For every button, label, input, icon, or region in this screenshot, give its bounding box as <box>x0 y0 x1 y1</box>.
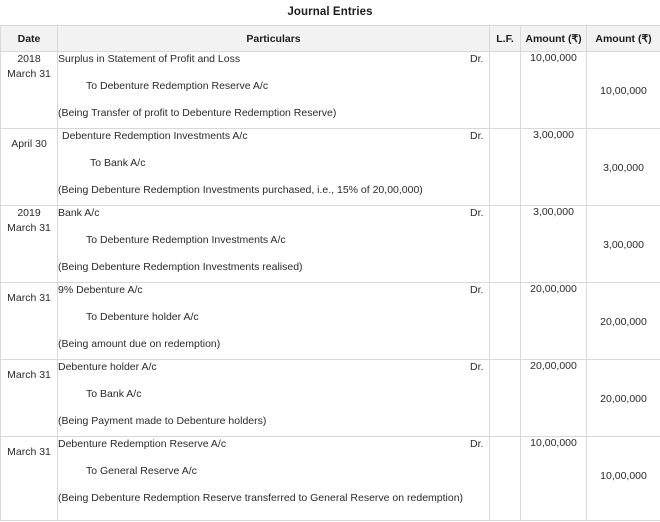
debit-marker: Dr. <box>470 207 484 219</box>
entry-debit-line <box>58 283 489 297</box>
entry-debit-line <box>58 52 489 66</box>
credit-account-name: To Bank A/c <box>90 157 146 169</box>
table-row <box>1 283 660 360</box>
entry-credit-amount-cell: 20,00,000 <box>587 360 660 437</box>
entry-credit-amount-cell: 10,00,000 <box>587 52 660 129</box>
entry-debit-line <box>58 360 489 374</box>
entry-date-year: March 31 <box>7 446 51 458</box>
entry-credit-amount-cell: 20,00,000 <box>587 283 660 360</box>
entry-narration-line <box>58 260 489 274</box>
table-row <box>1 206 660 283</box>
table-row <box>1 129 660 206</box>
entry-particulars-cell <box>58 206 490 283</box>
entry-date-cell <box>1 206 58 283</box>
debit-marker: Dr. <box>470 361 484 373</box>
credit-account-name: To Bank A/c <box>86 388 142 400</box>
entry-debit-amount-cell: 10,00,000 <box>521 437 587 521</box>
entry-date-year: 2019 <box>17 207 41 219</box>
entry-debit-amount-cell: 20,00,000 <box>521 360 587 437</box>
narration-text: (Being Transfer of profit to Debenture Redemption Reserve) <box>58 107 337 119</box>
table-row <box>1 52 660 129</box>
entry-debit-amount-cell: 3,00,000 <box>521 206 587 283</box>
column-header-lf: L.F. <box>490 26 521 52</box>
column-header-particulars: Particulars <box>58 26 490 52</box>
debit-account-name: Debenture Redemption Reserve A/c <box>58 438 227 450</box>
debit-account-name: Bank A/c <box>58 207 100 219</box>
debit-marker: Dr. <box>470 284 484 296</box>
column-header-date: Date <box>1 26 58 52</box>
credit-account-name: To Debenture Redemption Reserve A/c <box>86 80 269 92</box>
debit-marker: Dr. <box>470 130 484 142</box>
entry-date-year: March 31 <box>7 369 51 381</box>
entry-date-cell <box>1 360 58 437</box>
entry-credit-line <box>58 79 489 93</box>
entry-particulars-cell <box>58 360 490 437</box>
entry-credit-line <box>58 464 489 478</box>
entry-date-cell <box>1 52 58 129</box>
entry-credit-line <box>58 387 489 401</box>
entry-debit-amount-cell: 10,00,000 <box>521 52 587 129</box>
credit-account-name: To Debenture holder A/c <box>86 311 199 323</box>
entry-credit-amount-cell: 3,00,000 <box>587 206 660 283</box>
entry-date-cell <box>1 129 58 206</box>
entry-narration-line <box>58 337 489 351</box>
entry-debit-amount-cell: 20,00,000 <box>521 283 587 360</box>
entry-lf-cell <box>490 52 521 129</box>
entry-credit-amount-cell: 3,00,000 <box>587 129 660 206</box>
table-body <box>1 52 660 521</box>
entry-credit-line <box>58 233 489 247</box>
debit-account-name: Debenture holder A/c <box>58 361 157 373</box>
narration-text: (Being Debenture Redemption Investments purchased, i.e., 15% of 20,00,000) <box>58 184 423 196</box>
entry-date-year: 2018 <box>17 53 41 65</box>
journal-entries-table <box>0 25 660 521</box>
entry-date-day: March 31 <box>7 222 51 234</box>
table-row <box>1 360 660 437</box>
table-header-row <box>1 26 660 52</box>
entry-credit-line <box>58 310 489 324</box>
entry-narration-line <box>58 183 489 197</box>
debit-account-name: 9% Debenture A/c <box>58 284 143 296</box>
entry-particulars-cell <box>58 437 490 521</box>
entry-particulars-cell <box>58 283 490 360</box>
entry-date-year: April 30 <box>11 138 47 150</box>
entry-debit-line <box>58 437 489 451</box>
entry-credit-line <box>58 156 489 170</box>
narration-text: (Being Payment made to Debenture holders) <box>58 415 267 427</box>
entry-particulars-cell <box>58 129 490 206</box>
debit-marker: Dr. <box>470 53 484 65</box>
entry-narration-line <box>58 106 489 120</box>
table-row <box>1 437 660 521</box>
entry-lf-cell <box>490 206 521 283</box>
credit-account-name: To General Reserve A/c <box>86 465 197 477</box>
entry-debit-line <box>58 129 489 143</box>
entry-date-year: March 31 <box>7 292 51 304</box>
narration-text: (Being amount due on redemption) <box>58 338 221 350</box>
entry-lf-cell <box>490 129 521 206</box>
entry-lf-cell <box>490 283 521 360</box>
entry-lf-cell <box>490 437 521 521</box>
narration-text: (Being Debenture Redemption Investments realised) <box>58 261 303 273</box>
entry-lf-cell <box>490 360 521 437</box>
column-header-amount-credit: Amount (₹) <box>587 26 660 52</box>
entry-credit-amount-cell: 10,00,000 <box>587 437 660 521</box>
entry-narration-line <box>58 414 489 428</box>
entry-debit-line <box>58 206 489 220</box>
entry-narration-line <box>58 491 489 505</box>
debit-account-name: Surplus in Statement of Profit and Loss <box>58 53 241 65</box>
debit-account-name: Debenture Redemption Investments A/c <box>62 130 248 142</box>
column-header-amount-debit: Amount (₹) <box>521 26 587 52</box>
narration-text: (Being Debenture Redemption Reserve transferred to General Reserve on redemption) <box>58 492 464 504</box>
entry-particulars-cell <box>58 52 490 129</box>
entry-debit-amount-cell: 3,00,000 <box>521 129 587 206</box>
page-title: Journal Entries <box>287 6 373 18</box>
entry-date-day: March 31 <box>7 68 51 80</box>
entry-date-cell <box>1 437 58 521</box>
entry-date-cell <box>1 283 58 360</box>
debit-marker: Dr. <box>470 438 484 450</box>
credit-account-name: To Debenture Redemption Investments A/c <box>86 234 286 246</box>
